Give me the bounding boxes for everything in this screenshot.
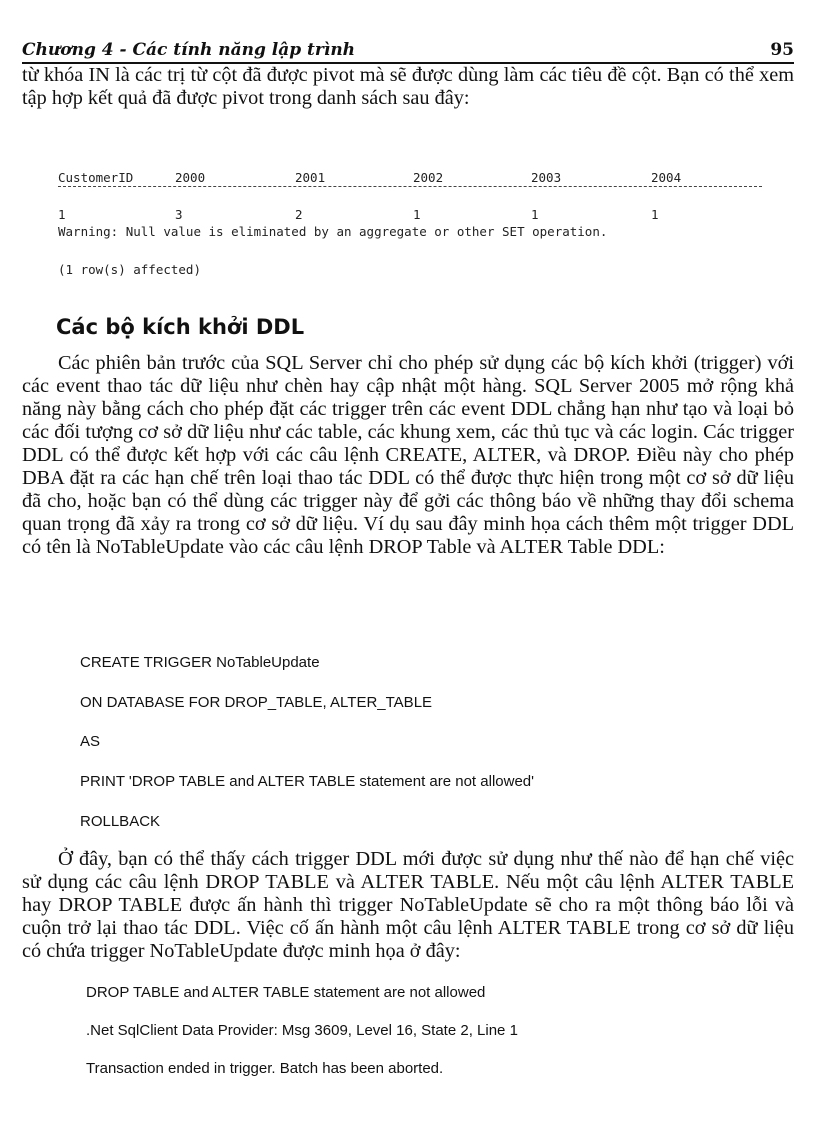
result-separator	[58, 186, 762, 189]
column-header: 2002	[413, 170, 444, 185]
intro-paragraph: từ khóa IN là các trị từ cột đã được pivot mà sẽ được dùng làm các tiêu đề cột. Bạn có thể xem tập hợp kết quả đã được pivot trong danh sách sau đây:	[22, 64, 794, 109]
error-line: DROP TABLE and ALTER TABLE statement are not allowed	[86, 984, 486, 1001]
column-header: CustomerID	[58, 170, 134, 185]
explanation-paragraph: Ở đây, bạn có thể thấy cách trigger DDL mới được sử dụng như thế nào để hạn chế việc sử dụng các câu lệnh DROP TABLE và ALTER TABLE. Nếu một câu lệnh ALTER TABLE hay DROP TABLE được ấn hành thì trigger NoTableUpdate sẽ cho ra một thông báo lỗi và cuộn trở lại thao tác DDL. Việc cố ấn hành một câu lệnh ALTER TABLE trong cơ sở dữ liệu có chứa trigger NoTableUpdate được minh họa ở đây:	[22, 848, 794, 962]
column-header: 2000	[175, 170, 206, 185]
code-line: ON DATABASE FOR DROP_TABLE, ALTER_TABLE	[80, 694, 433, 711]
code-line: ROLLBACK	[80, 813, 161, 830]
error-line: .Net SqlClient Data Provider: Msg 3609, Level 16, State 2, Line 1	[86, 1022, 518, 1039]
section-heading: Các bộ kích khởi DDL	[56, 315, 305, 339]
code-line: CREATE TRIGGER NoTableUpdate	[80, 654, 320, 671]
cell: 1	[413, 207, 421, 222]
code-line: AS	[80, 733, 101, 750]
cell: 1	[531, 207, 539, 222]
cell: 1	[58, 207, 66, 222]
cell: 3	[175, 207, 183, 222]
rows-affected: (1 row(s) affected)	[58, 262, 201, 277]
column-header: 2001	[295, 170, 326, 185]
cell: 2	[295, 207, 303, 222]
page-number: 95	[770, 40, 794, 60]
warning-message: Warning: Null value is eliminated by an aggregate or other SET operation.	[58, 224, 608, 239]
running-header	[22, 38, 794, 64]
code-line: PRINT 'DROP TABLE and ALTER TABLE statement are not allowed'	[80, 773, 534, 790]
cell: 1	[651, 207, 659, 222]
column-header: 2004	[651, 170, 682, 185]
chapter-title: Chương 4 - Các tính năng lập trình	[22, 40, 356, 60]
error-line: Transaction ended in trigger. Batch has been aborted.	[86, 1060, 444, 1077]
column-header: 2003	[531, 170, 562, 185]
section-paragraph: Các phiên bản trước của SQL Server chỉ cho phép sử dụng các bộ kích khởi (trigger) với các event thao tác dữ liệu như chèn hay cập nhật một hàng. SQL Server 2005 mở rộng khả năng này bằng cách cho phép đặt các trigger trên các event DDL chẳng hạn như tạo và loại bỏ các đối tượng cơ sở dữ liệu như các table, các khung xem, các thủ tục và các login. Các trigger DDL có thể được kết hợp với các câu lệnh CREATE, ALTER, và DROP. Điều này cho phép DBA đặt ra các hạn chế trên loại thao tác DDL có thể được thực hiện trong một cơ sở dữ liệu đã cho, hoặc bạn có thể dùng các trigger này để gởi các thông báo về những thay đổi schema quan trọng đã xảy ra trong cơ sở dữ liệu. Ví dụ sau đây minh họa cách thêm một trigger DDL có tên là NoTableUpdate vào các câu lệnh DROP Table và ALTER Table DDL:	[22, 352, 794, 558]
